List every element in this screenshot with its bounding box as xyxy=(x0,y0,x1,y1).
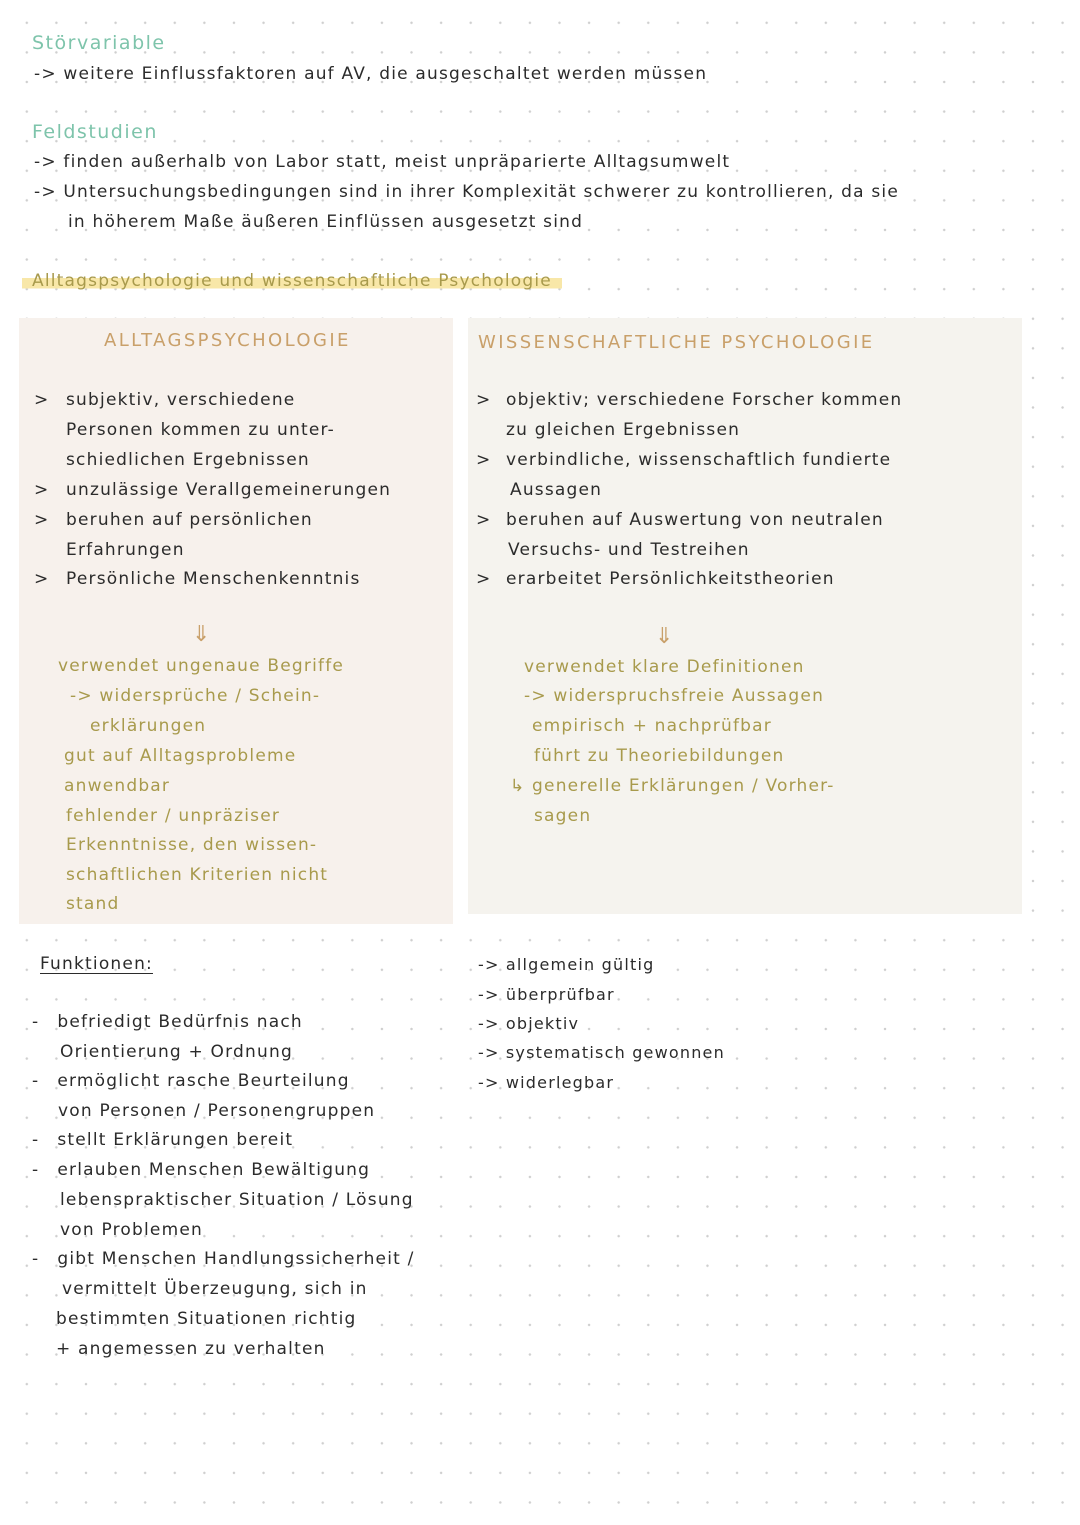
eigenschaft-2: -> überprüfbar xyxy=(478,985,615,1004)
alltag-bullet-text: Persönliche Menschenkenntnis xyxy=(66,569,361,589)
stoervariable-title: Störvariable xyxy=(32,32,166,54)
wiss-conclusion-5: ↳ generelle Erklärungen / Vorher- xyxy=(510,776,835,796)
funktion-5 xyxy=(32,1249,415,1269)
alltag-conclusion-7: Erkenntnisse, den wissen- xyxy=(66,835,318,855)
alltag-conclusion-6: fehlender / unpräziser xyxy=(66,806,281,826)
funktion-2-cont: von Personen / Personengruppen xyxy=(58,1101,376,1121)
wiss-bullet-text: erarbeitet Persönlichkeitstheorien xyxy=(506,569,835,589)
dash-marker: - xyxy=(32,1160,40,1180)
funktion-text: erlauben Menschen Bewältigung xyxy=(57,1160,371,1180)
funktion-5-cont-a: vermittelt Überzeugung, sich in xyxy=(62,1279,368,1299)
arrow-down-icon: ⇓ xyxy=(655,624,675,649)
dash-marker: - xyxy=(32,1130,40,1150)
funktion-1 xyxy=(32,1012,303,1032)
funktion-text: befriedigt Bedürfnis nach xyxy=(57,1012,303,1032)
wiss-bullet-text: verbindliche, wissenschaftlich fundierte xyxy=(506,450,892,470)
alltag-bullet-1-cont-b: schiedlichen Ergebnissen xyxy=(66,450,310,470)
wiss-bullet-text: beruhen auf Auswertung von neutralen xyxy=(506,510,884,530)
funktion-4-cont-a: lebenspraktischer Situation / Lösung xyxy=(60,1190,414,1210)
wiss-bullet-3-cont: Versuchs- und Testreihen xyxy=(508,540,750,560)
eigenschaft-5: -> widerlegbar xyxy=(478,1073,615,1092)
funktion-text: stellt Erklärungen bereit xyxy=(57,1130,294,1150)
dash-marker: - xyxy=(32,1012,40,1032)
bullet-marker: > xyxy=(476,450,492,470)
funktion-4 xyxy=(32,1160,370,1180)
alltagspsychologie-title: ALLTAGSPSYCHOLOGIE xyxy=(104,330,351,351)
funktion-text: ermöglicht rasche Beurteilung xyxy=(57,1071,350,1091)
funktion-text: gibt Menschen Handlungssicherheit / xyxy=(57,1249,415,1269)
wiss-bullet-2 xyxy=(476,450,891,470)
alltag-bullet-1 xyxy=(34,390,295,410)
alltag-conclusion-5: anwendbar xyxy=(64,776,171,796)
alltag-conclusion-8: schaftlichen Kriterien nicht xyxy=(66,865,329,885)
eigenschaft-3: -> objektiv xyxy=(478,1014,580,1033)
alltag-bullet-1-cont-a: Personen kommen zu unter- xyxy=(66,420,335,440)
eigenschaft-1: -> allgemein gültig xyxy=(478,955,655,974)
funktion-4-cont-b: von Problemen xyxy=(60,1220,203,1240)
wiss-bullet-1 xyxy=(476,390,902,410)
alltag-bullet-3 xyxy=(34,510,313,530)
funktion-3 xyxy=(32,1130,293,1150)
funktion-1-cont: Orientierung + Ordnung xyxy=(60,1042,293,1062)
alltag-conclusion-3: erklärungen xyxy=(90,716,207,736)
feldstudien-line-1: -> finden außerhalb von Labor statt, meist unpräparierte Alltagsumwelt xyxy=(34,152,731,172)
alltag-bullet-2 xyxy=(34,480,391,500)
dash-marker: - xyxy=(32,1071,40,1091)
wiss-conclusion-6: sagen xyxy=(534,806,592,826)
feldstudien-title: Feldstudien xyxy=(32,121,158,143)
wiss-bullet-4 xyxy=(476,569,835,589)
bullet-marker: > xyxy=(34,510,50,530)
wiss-bullet-3 xyxy=(476,510,884,530)
wiss-bullet-text: objektiv; verschiedene Forscher kommen xyxy=(506,390,903,410)
bullet-marker: > xyxy=(34,480,50,500)
wiss-conclusion-3: empirisch + nachprüfbar xyxy=(532,716,772,736)
eigenschaft-4: -> systematisch gewonnen xyxy=(478,1043,725,1062)
funktionen-title: Funktionen: xyxy=(40,954,153,974)
wiss-conclusion-4: führt zu Theoriebildungen xyxy=(534,746,785,766)
bullet-marker: > xyxy=(34,569,50,589)
funktion-2 xyxy=(32,1071,350,1091)
feldstudien-line-2: -> Untersuchungsbedingungen sind in ihrer Komplexität schwerer zu kontrollieren, da sie xyxy=(34,182,900,202)
wiss-bullet-1-cont: zu gleichen Ergebnissen xyxy=(506,420,741,440)
dash-marker: - xyxy=(32,1249,40,1269)
alltag-bullet-3-cont: Erfahrungen xyxy=(66,540,185,560)
alltag-conclusion-2: -> widersprüche / Schein- xyxy=(70,686,321,706)
funktion-5-cont-c: + angemessen zu verhalten xyxy=(56,1339,326,1359)
alltag-conclusion-1: verwendet ungenaue Begriffe xyxy=(58,656,345,676)
bullet-marker: > xyxy=(476,569,492,589)
funktion-5-cont-b: bestimmten Situationen richtig xyxy=(56,1309,357,1329)
feldstudien-line-3: in höherem Maße äußeren Einflüssen ausgesetzt sind xyxy=(68,212,584,232)
bullet-marker: > xyxy=(34,390,50,410)
alltag-bullet-text: unzulässige Verallgemeinerungen xyxy=(66,480,392,500)
section-title xyxy=(22,271,562,291)
alltag-bullet-4 xyxy=(34,569,361,589)
stoervariable-definition: -> weitere Einflussfaktoren auf AV, die ausgeschaltet werden müssen xyxy=(34,64,708,84)
arrow-down-icon: ⇓ xyxy=(192,622,212,647)
wiss-conclusion-1: verwendet klare Definitionen xyxy=(524,657,805,677)
bullet-marker: > xyxy=(476,510,492,530)
wiss-bullet-2-cont: Aussagen xyxy=(510,480,603,500)
alltag-conclusion-4: gut auf Alltagsprobleme xyxy=(64,746,297,766)
section-title-text: Alltagspsychologie und wissenschaftliche Psychologie xyxy=(22,271,562,291)
alltag-conclusion-9: stand xyxy=(66,894,120,914)
alltag-bullet-text: subjektiv, verschiedene xyxy=(66,390,296,410)
alltag-bullet-text: beruhen auf persönlichen xyxy=(66,510,313,530)
wissenschaftliche-psychologie-title: WISSENSCHAFTLICHE PSYCHOLOGIE xyxy=(478,332,875,353)
bullet-marker: > xyxy=(476,390,492,410)
wiss-conclusion-2: -> widerspruchsfreie Aussagen xyxy=(524,686,825,706)
